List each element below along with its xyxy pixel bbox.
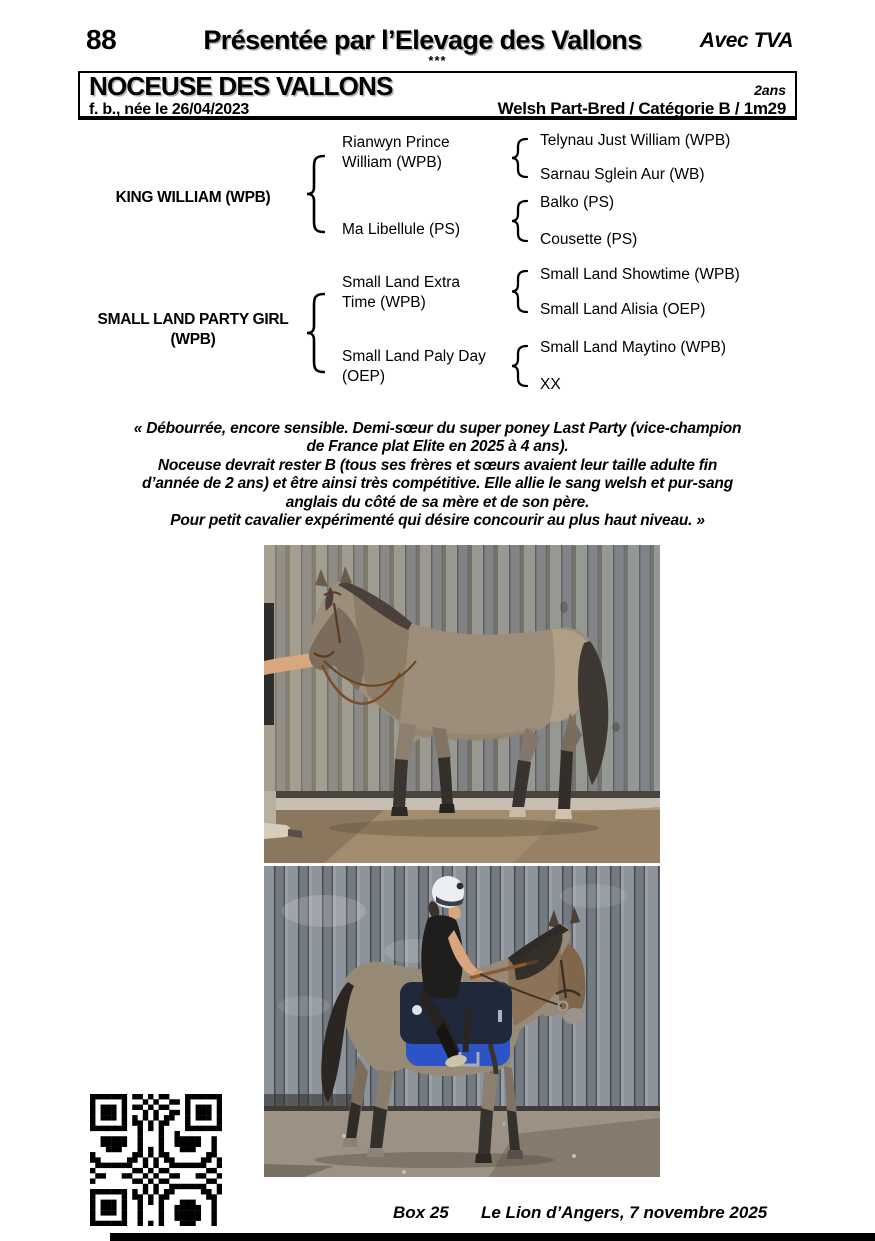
photo-pony-standing <box>264 545 660 863</box>
breed-category-height: Welsh Part-Bred / Catégorie B / 1m29 <box>497 99 786 118</box>
pedigree-gen3-8: XX <box>540 376 561 393</box>
horse-info-box <box>78 71 797 120</box>
sale-description <box>60 420 815 530</box>
catalog-number: 88 <box>86 24 117 55</box>
qr-code-icon <box>90 1094 222 1226</box>
separator-stars: *** <box>428 53 447 68</box>
description-line: de France plat Elite en 2025 à 4 ans). <box>306 438 569 456</box>
pedigree-dam: SMALL LAND PARTY GIRL (WPB) <box>97 311 289 348</box>
pony-ridden-illustration <box>264 866 660 1177</box>
pedigree-tree <box>78 122 797 414</box>
description-line: « Débourrée, encore sensible. Demi-sœur du super poney Last Party (vice-champion <box>133 420 742 437</box>
pedigree-gen3-3: Balko (PS) <box>540 194 615 211</box>
description-line: d’année de 2 ans) et être ainsi très compétitive. Elle allie le sang welsh et pur-sang <box>142 475 733 493</box>
page-title: Présentée par l’Elevage des Vallons <box>203 25 642 55</box>
tax-note: Avec TVA <box>699 29 793 52</box>
pony-standing-illustration <box>264 545 660 863</box>
pedigree-sire-sire: Rianwyn Prince William (WPB) <box>342 134 450 171</box>
pedigree-brace <box>512 267 528 316</box>
page-bottom-rule <box>110 1233 875 1241</box>
pedigree-gen3-7: Small Land Maytino (WPB) <box>540 339 727 356</box>
description-line: Pour petit cavalier expérimenté qui désire concourir au plus haut niveau. » <box>170 512 705 530</box>
pedigree-brace <box>512 342 528 390</box>
age-badge: 2ans <box>754 82 786 98</box>
pedigree-sire: KING WILLIAM (WPB) <box>115 189 271 206</box>
pedigree-gen3-5: Small Land Showtime (WPB) <box>540 266 740 283</box>
sex-and-birthdate: f. b., née le 26/04/2023 <box>89 101 250 118</box>
pedigree-brace <box>512 135 528 181</box>
description-line: anglais du côté de sa mère et de son père. <box>285 493 590 511</box>
horse-name: NOCEUSE DES VALLONS <box>89 71 393 101</box>
pedigree-gen3-6: Small Land Alisia (OEP) <box>540 301 706 318</box>
description-line: Noceuse devrait rester B (tous ses frères et sœurs avaient leur taille adulte fin <box>157 456 718 474</box>
pedigree-brace <box>305 290 325 376</box>
pedigree-gen3-1: Telynau Just William (WPB) <box>540 132 731 149</box>
pedigree-gen3-2: Sarnau Sglein Aur (WB) <box>540 166 705 183</box>
sale-location-date: Le Lion d’Angers, 7 novembre 2025 <box>481 1203 768 1222</box>
pedigree-sire-dam: Ma Libellule (PS) <box>342 221 461 238</box>
pedigree-gen3-4: Cousette (PS) <box>540 231 638 248</box>
pedigree-brace <box>512 197 528 245</box>
pedigree-dam-sire: Small Land Extra Time (WPB) <box>342 274 461 311</box>
pedigree-brace <box>305 152 325 236</box>
pedigree-dam-dam: Small Land Paly Day (OEP) <box>342 348 486 385</box>
box-number: Box 25 <box>393 1203 449 1222</box>
photo-pony-ridden <box>264 866 660 1177</box>
